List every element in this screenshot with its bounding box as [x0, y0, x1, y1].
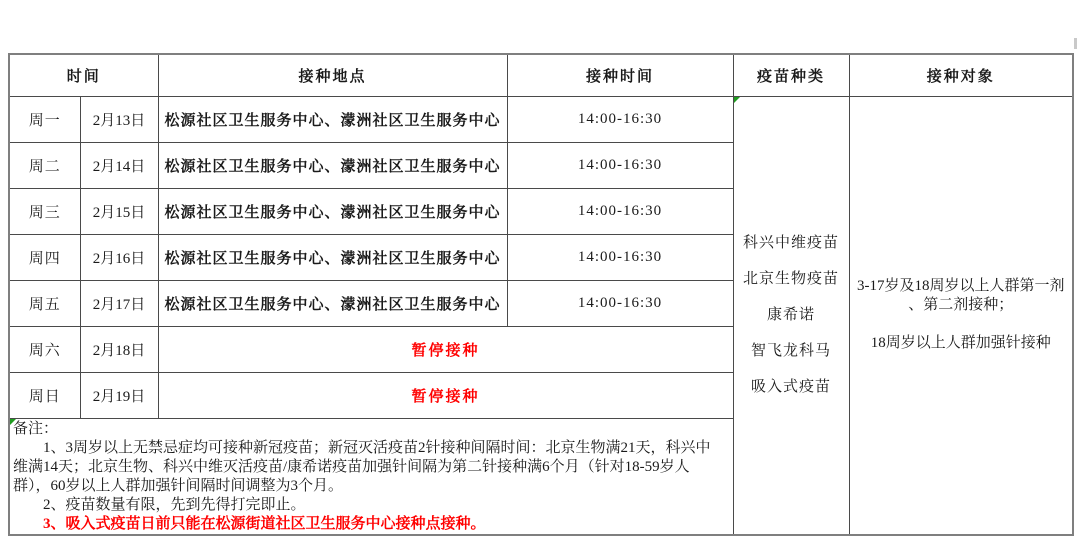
note-item: 2、疫苗数量有限，先到先得打完即止。 — [43, 496, 306, 513]
vaccine-type: 科兴中维疫苗 — [743, 235, 840, 251]
date-cell: 2月14日 — [80, 142, 158, 188]
session-time-cell: 14:00-16:30 — [507, 96, 733, 142]
header-row — [9, 54, 1073, 96]
vaccine-type: 康希诺 — [767, 307, 816, 323]
scrollbar-fragment — [1074, 38, 1077, 49]
vaccine-types-cell — [733, 96, 849, 535]
location-cell: 松源社区卫生服务中心、濛洲社区卫生服务中心 — [158, 280, 507, 326]
vaccine-type: 北京生物疫苗 — [743, 271, 840, 287]
date-cell: 2月15日 — [80, 188, 158, 234]
weekday-cell: 周三 — [9, 188, 80, 234]
session-time-cell: 14:00-16:30 — [507, 188, 733, 234]
location-cell: 松源社区卫生服务中心、濛洲社区卫生服务中心 — [158, 234, 507, 280]
note-item-alert: 3、吸入式疫苗日前只能在松源街道社区卫生服务中心接种点接种。 — [43, 515, 486, 532]
date-cell: 2月13日 — [80, 96, 158, 142]
col-header-vaccine: 疫苗种类 — [733, 54, 849, 96]
col-header-session: 接种时间 — [507, 54, 733, 96]
weekday-cell: 周一 — [9, 96, 80, 142]
weekday-cell: 周二 — [9, 142, 80, 188]
date-cell: 2月16日 — [80, 234, 158, 280]
target-audience-line: 、第二剂接种； — [908, 297, 1014, 313]
location-cell: 松源社区卫生服务中心、濛洲社区卫生服务中心 — [158, 188, 507, 234]
weekday-cell: 周五 — [9, 280, 80, 326]
notes-cell — [9, 418, 733, 535]
vaccine-type: 吸入式疫苗 — [751, 379, 832, 395]
session-time-cell: 14:00-16:30 — [507, 280, 733, 326]
session-time-cell: 14:00-16:30 — [507, 234, 733, 280]
green-triangle-icon — [10, 419, 16, 425]
note-item: 1、3周岁以上无禁忌症均可接种新冠疫苗；新冠灭活疫苗2针接种间隔时间：北京生物满21天，科兴中维满14天；北京生物、科兴中维灭活疫苗/康希诺疫苗加强针间隔为第二针接种满6个月（针对18-59岁人群），60岁以上人群加强针间隔时间调整为3个月。 — [13, 439, 711, 494]
weekday-cell: 周四 — [9, 234, 80, 280]
col-header-location: 接种地点 — [158, 54, 507, 96]
weekday-cell: 周日 — [9, 372, 80, 418]
suspended-notice: 暂停接种 — [158, 372, 733, 418]
target-audience-cell — [849, 96, 1073, 535]
location-cell: 松源社区卫生服务中心、濛洲社区卫生服务中心 — [158, 96, 507, 142]
target-audience-line — [856, 315, 1067, 334]
date-cell: 2月18日 — [80, 326, 158, 372]
table-row-monday — [9, 96, 1073, 142]
notes-title: 备注： — [13, 420, 59, 437]
session-time-cell: 14:00-16:30 — [507, 142, 733, 188]
col-header-target: 接种对象 — [849, 54, 1073, 96]
date-cell: 2月17日 — [80, 280, 158, 326]
vaccination-schedule-table — [8, 53, 1074, 536]
suspended-notice: 暂停接种 — [158, 326, 733, 372]
location-cell: 松源社区卫生服务中心、濛洲社区卫生服务中心 — [158, 142, 507, 188]
target-audience-line: 3-17岁及18周岁以上人群第一剂 — [857, 278, 1065, 294]
target-audience-line: 18周岁以上人群加强针接种 — [870, 335, 1051, 351]
weekday-cell: 周六 — [9, 326, 80, 372]
date-cell: 2月19日 — [80, 372, 158, 418]
vaccine-type: 智飞龙科马 — [751, 343, 832, 359]
col-header-time: 时间 — [9, 54, 158, 96]
green-triangle-icon — [734, 97, 740, 103]
